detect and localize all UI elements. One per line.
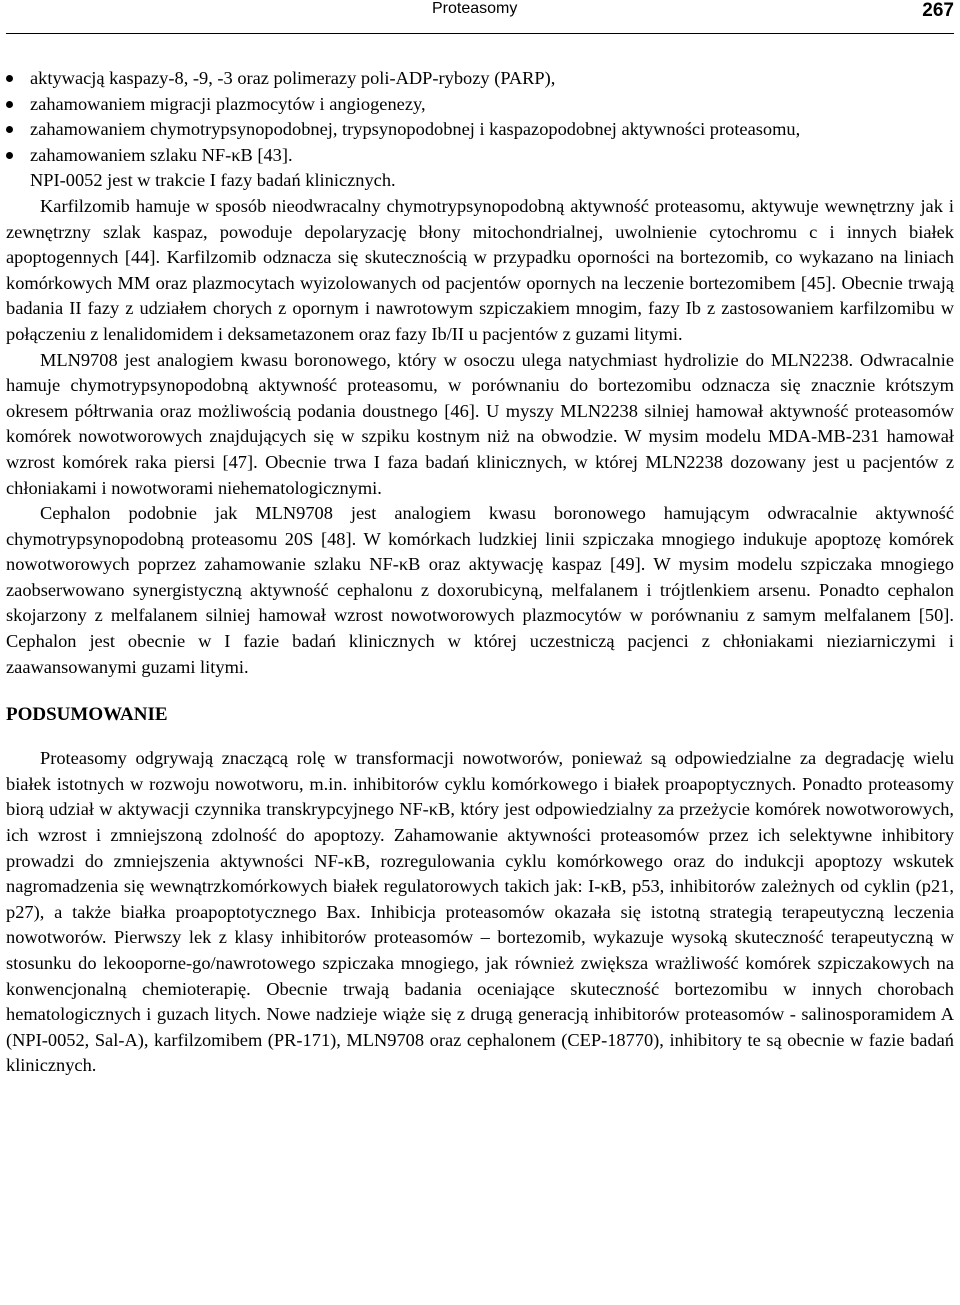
list-item xyxy=(6,143,954,169)
bullet-icon xyxy=(6,75,13,82)
bullet-icon xyxy=(6,126,13,133)
bullet-icon xyxy=(6,152,13,159)
running-title: Proteasomy xyxy=(432,0,518,17)
header-divider xyxy=(6,33,954,34)
bullet-icon xyxy=(6,101,13,108)
list-item xyxy=(6,117,954,143)
npi-status-paragraph: NPI-0052 jest w trakcie I fazy badań klinicznych. xyxy=(30,170,396,191)
summary-paragraph: Proteasomy odgrywają znaczącą rolę w transformacji nowotworów, ponieważ są odpowiedzialne za degradację wielu białek istotnych w rozwoju nowotworu, m.in. inhibitorów cyklu komórkowego i białek proapoptycznych. Ponadto proteasomy biorą udział w aktywacji czynnika transkrypcyjnego NF-κB, który jest odpowiedzialny za przeżycie komórek nowotworowych, ich wzrost i zmniejszoną zdolność do apoptozy. Zahamowanie aktywności proteasomów przez ich selektywne inhibitory prowadzi do zmniejszenia aktywności NF-κB, rozregulowania cyklu komórkowego oraz do indukcji apoptozy wskutek nagromadzenia się wewnątrzkomórkowych białek regulatorowych takich jak: I-κB, p53, inhibitorów zależnych od cyklin (p21, p27), a także białka proapoptotycznego Bax. Inhibicja proteasomów okazała się istotną strategią terapeutyczną leczenia nowotworów. Pierwszy lek z klasy inhibitorów proteasomów – bortezomib, wykazuje wysoką skuteczność terapeutyczną w stosunku do lekooporne-go/nawrotowego szpiczaka mnogiego, jak również zwiększa wrażliwość komórek szpiczakowych na konwencjonalną chemioterapię. Obecnie trwają badania oceniające skuteczność bortezomibu w innych chorobach hematologicznych i guzach litych. Nowe nadzieje wiąże się z drugą generacją inhibitorów proteasomów - salinosporamidem A (NPI-0052, Sal-A), karfilzomibem (PR-171), MLN9708 oraz cephalonem (CEP-18770), inhibitory te są obecnie w fazie badań klinicznych. xyxy=(6,748,954,1076)
list-item xyxy=(6,92,954,118)
karfilzomib-paragraph: Karfilzomib hamuje w sposób nieodwracalny chymotrypsynopodobną aktywność proteasomu, aktywuje wewnętrzny jak i zewnętrzny szlak kaspaz, powoduje depolaryzację błony mitochondrialnej, uwolnienie cytochromu c i innych białek apoptogennych [44]. Karfilzomib odznacza się skutecznością w przypadku oporności na bortezomib, co wykazano na liniach komórkowych MM oraz plazmocytach wyizolowanych od pacjentów opornych na leczenie bortezomibem [45]. Obecnie trwają badania II fazy z udziałem chorych z opornym i nawrotowym szpiczakiem mnogim, fazy Ib z zastosowaniem karfilzomibu w połączeniu z lenalidomidem i deksametazonem oraz fazy Ib/II u pacjentów z guzami litymi. xyxy=(6,195,954,344)
list-item xyxy=(6,66,954,92)
list-item-text: zahamowaniem szlaku NF-κB [43]. xyxy=(30,144,293,165)
section-heading: PODSUMOWANIE xyxy=(6,704,168,726)
article-body xyxy=(6,66,954,1079)
cephalon-paragraph: Cephalon podobnie jak MLN9708 jest analogiem kwasu boronowego hamującym odwracalnie aktywność chymotrypsynopodobną proteasomu 20S [48]. W komórkach ludzkiej linii szpiczaka mnogiego indukuje apoptozę komórek nowotworowych poprzez zahamowanie szlaku NF-κB oraz aktywację kaspaz [49]. W mysim modelu szpiczaka mnogiego zaobserwowano synergistyczną aktywność cephalonu z doxorubicyną, melfalanem i trójtlenkiem arsenu. Ponadto cephalon skojarzony z melfalanem silniej hamował wzrost nowotworowych plazmocytów w porównaniu z samym melfalanem [50]. Cephalon jest obecnie w I fazie badań klinicznych w której uczestniczą pacjenci z chłoniakami nieziarniczymi i zaawansowanymi guzami litymi. xyxy=(6,503,954,677)
bullet-list xyxy=(6,66,954,168)
list-item-text: zahamowaniem migracji plazmocytów i angiogenezy, xyxy=(30,93,426,114)
list-item-text: zahamowaniem chymotrypsynopodobnej, trypsynopodobnej i kaspazopodobnej aktywności proteasomu, xyxy=(30,119,801,140)
page-header xyxy=(0,0,960,34)
list-item-text: aktywacją kaspazy-8, -9, -3 oraz polimerazy poli-ADP-rybozy (PARP), xyxy=(30,68,556,88)
mln9708-paragraph: MLN9708 jest analogiem kwasu boronowego, który w osoczu ulega natychmiast hydrolizie do MLN2238. Odwracalnie hamuje chymotrypsynopodobną aktywność proteasomu, w porównaniu do bortezomibu odznacza się znacznie krótszym okresem półtrwania oraz możliwością podania doustnego [46]. U myszy MLN2238 silniej hamował aktywność proteasomów komórek nowotworowych znajdujących się w szpiku kostnym niż na obwodzie. W mysim modelu MDA-MB-231 hamował wzrost komórek raka piersi [47]. Obecnie trwa I faza badań klinicznych, w której MLN2238 dozowany jest u pacjentów z chłoniakami i nowotworami niehematologicznymi. xyxy=(6,349,954,498)
page-number: 267 xyxy=(922,0,954,21)
